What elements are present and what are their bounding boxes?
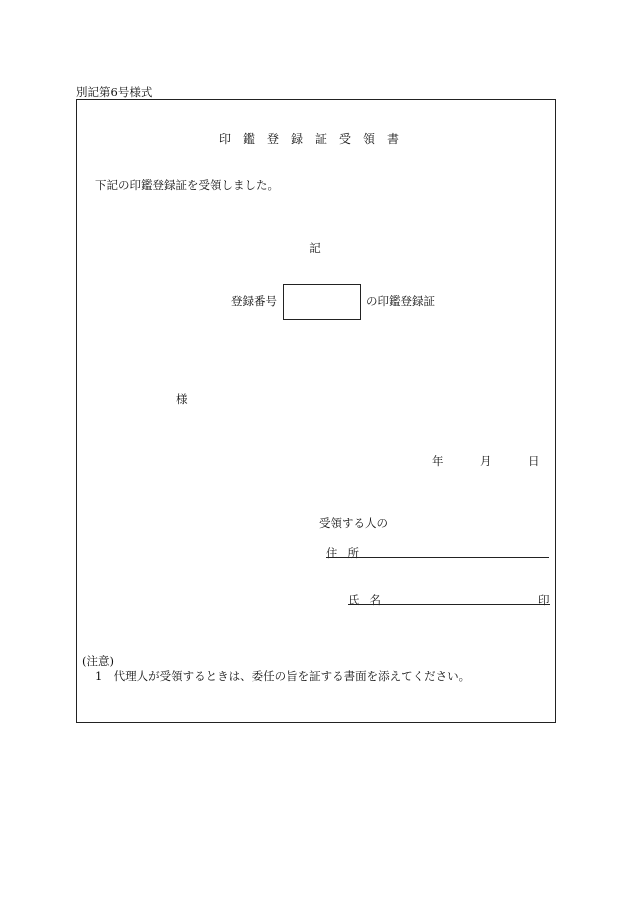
receipt-statement: 下記の印鑑登録証を受領しました。 [95, 178, 279, 192]
notes-heading: (注意) [82, 654, 114, 668]
date-year-label: 年 [432, 454, 444, 468]
name-label: 氏名 [348, 593, 391, 607]
address-label: 住所 [326, 546, 369, 560]
seal-mark: 印 [538, 593, 550, 607]
notation-heading: 記 [309, 241, 321, 255]
note-item-number: 1 [95, 669, 103, 683]
document-title: 印鑑登録証受領書 [218, 132, 411, 146]
recipient-honorific: 様 [176, 392, 188, 406]
registration-number-label: 登録番号 [231, 294, 277, 308]
address-field[interactable] [326, 557, 549, 558]
note-item [95, 668, 470, 684]
receiver-heading: 受領する人の [319, 516, 388, 530]
date-day-label: 日 [528, 454, 540, 468]
registration-suffix: の印鑑登録証 [366, 294, 435, 308]
date-month-label: 月 [480, 454, 492, 468]
registration-number-field[interactable] [283, 284, 361, 320]
note-item-text: 代理人が受領するときは、委任の旨を証する書面を添えてください。 [113, 669, 471, 683]
form-number: 別記第6号様式 [76, 85, 153, 99]
name-field[interactable] [348, 604, 550, 605]
